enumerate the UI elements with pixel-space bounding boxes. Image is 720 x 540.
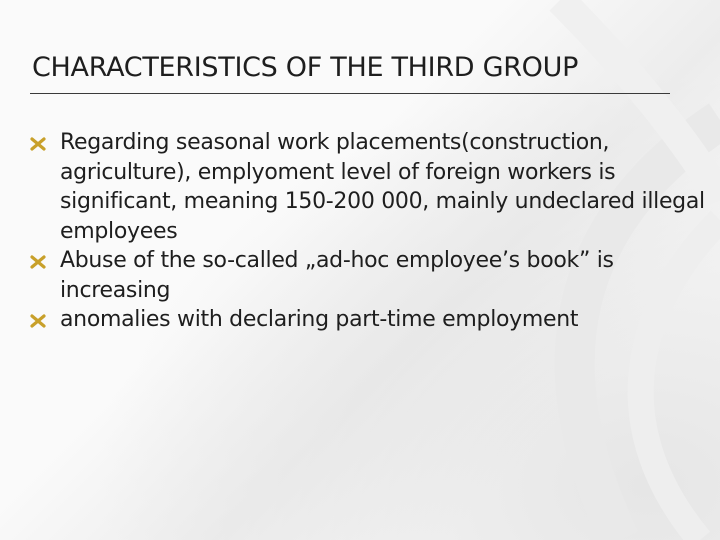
bullet-text: anomalies with declaring part-time employment (60, 307, 579, 332)
bullet-item (30, 246, 710, 305)
bullet-text: Regarding seasonal work placements(construction, agriculture), emplyoment level of foreign workers is significant, meaning 150-200 000, mainly undeclared illegal employees (60, 130, 705, 244)
bullet-item (30, 305, 710, 335)
slide-title: CHARACTERISTICS OF THE THIRD GROUP (32, 52, 579, 83)
x-mark-bullet-icon (30, 314, 46, 328)
x-mark-bullet-icon (30, 255, 46, 269)
bullet-list (30, 128, 710, 335)
x-mark-bullet-icon (30, 137, 46, 151)
bullet-text: Abuse of the so-called „ad-hoc employee’s book” is increasing (60, 248, 614, 303)
title-underline (30, 93, 670, 94)
bullet-item (30, 128, 710, 246)
